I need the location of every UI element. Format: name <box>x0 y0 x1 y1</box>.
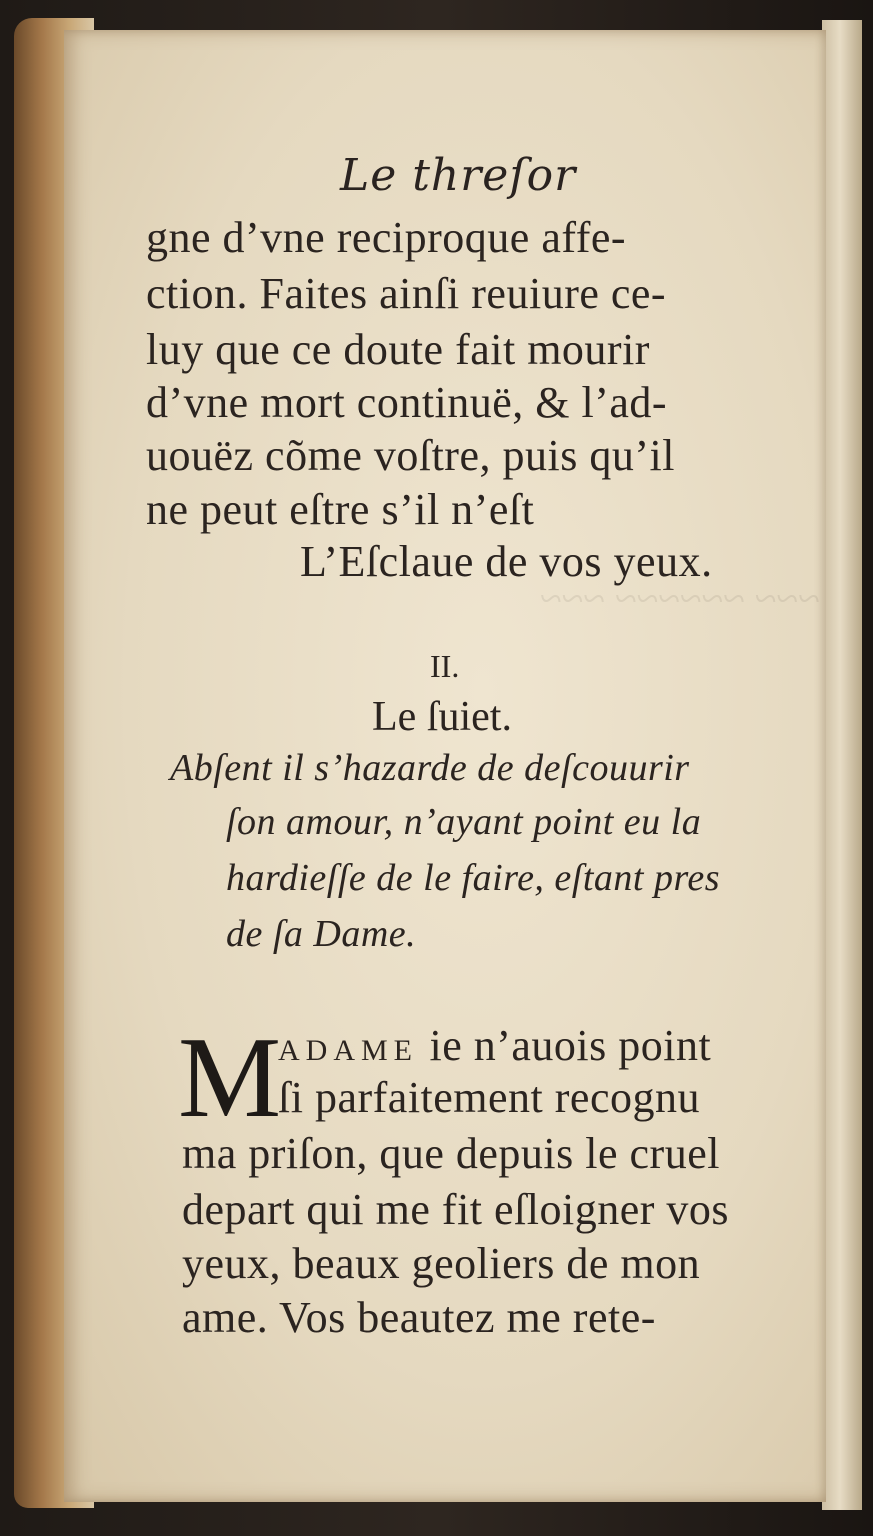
passage-line: ne peut eſtre s’il n’eſt <box>146 485 535 534</box>
letter-line: ame. Vos beautez me rete- <box>182 1293 656 1342</box>
letter-line: ie n’auois point <box>429 1021 712 1070</box>
adjacent-page-edge <box>822 20 862 1510</box>
subject-line: de ſa Dame. <box>226 913 417 955</box>
passage-line: ction. Faites ainſi reuiure ce- <box>146 269 667 318</box>
passage-line: d’vne mort continuë, & l’ad- <box>146 378 668 427</box>
passage-line: gne d’vne reciproque affe- <box>146 213 627 262</box>
show-through: ~~~ ~~~~~~ ~~~ <box>540 576 820 621</box>
letter-line: ſi parfaitement recognu <box>278 1073 700 1122</box>
letter-first-line <box>278 1020 711 1071</box>
running-head: Le threſor <box>340 150 577 201</box>
passage-line: uouëz cõme voſtre, puis qu’il <box>146 431 675 480</box>
letter-number: II. <box>430 648 460 684</box>
signature: L’Eſclaue de vos yeux. <box>300 537 713 586</box>
letter-line: yeux, beaux geoliers de mon <box>182 1239 701 1288</box>
letter-line: depart qui me fit eſloigner vos <box>182 1185 730 1234</box>
subject-line: Abſent il s’hazarde de deſcouurir <box>170 747 690 789</box>
passage-line: luy que ce doute fait mourir <box>146 325 650 374</box>
subject-line: hardieſſe de le faire, eſtant pres <box>226 857 721 899</box>
subject-heading: Le ſuiet. <box>372 694 512 740</box>
subject-line: ſon amour, n’ayant point eu la <box>226 801 702 843</box>
salutation: ADAME <box>278 1034 418 1067</box>
drop-cap: M <box>178 1014 282 1142</box>
letter-line: ma priſon, que depuis le cruel <box>182 1129 720 1178</box>
